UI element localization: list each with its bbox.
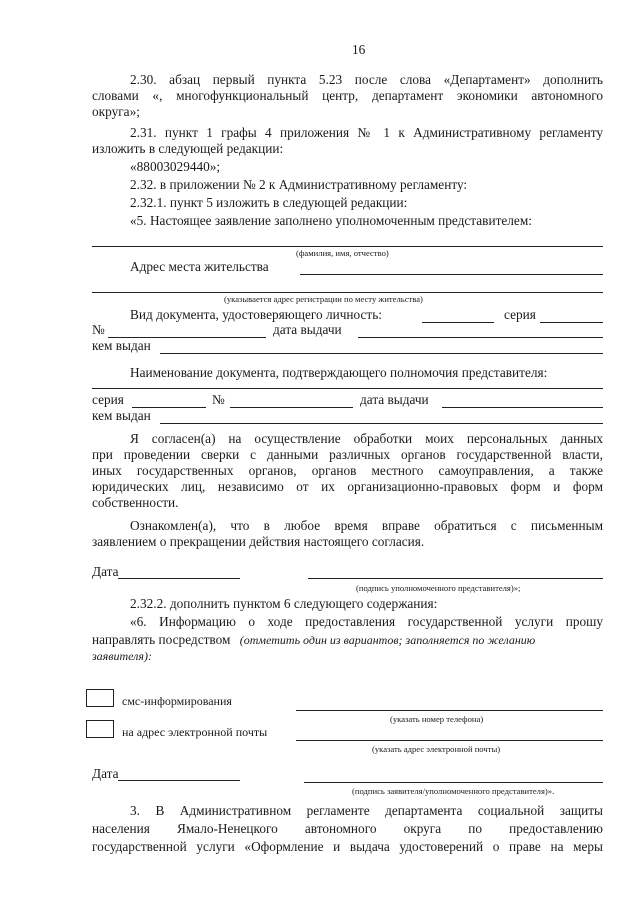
issued-by-label: кем выдан — [92, 338, 151, 353]
sms-checkbox[interactable] — [86, 689, 114, 707]
para-2-31-line1: 2.31. пункт 1 графы 4 приложения № 1 к Административному регламенту — [130, 125, 603, 140]
para-2-32-2-line3-italic: (отметить один из вариантов; заполняется по желанию — [239, 633, 536, 647]
issued-by-label-2: кем выдан — [92, 408, 151, 423]
series-label-2: серия — [92, 392, 124, 407]
para-2-30-line3: округа»; — [92, 104, 140, 119]
acquainted-line2: заявлением о прекращении действия настоящего согласия. — [92, 534, 425, 549]
page-number: 16 — [352, 42, 366, 57]
para-2-32-line2: 2.32.1. пункт 5 изложить в следующей редакции: — [130, 195, 408, 210]
phone-caption: (указать номер телефона) — [390, 714, 484, 724]
fio-caption: (фамилия, имя, отчество) — [296, 248, 389, 258]
consent-line5: собственности. — [92, 495, 179, 510]
address-line-1[interactable] — [300, 274, 603, 275]
para-2-32-line3: «5. Настоящее заявление заполнено уполномоченным представителем: — [130, 213, 532, 228]
sms-label: смс-информирования — [122, 694, 232, 708]
consent-line4: юридических лиц, независимо от их организационно-правовых форм и форм — [92, 479, 603, 494]
sign2-date-line[interactable] — [118, 780, 240, 781]
issue-date-line[interactable] — [358, 337, 603, 338]
consent-line1: Я согласен(а) на осуществление обработки моих персональных данных — [130, 431, 603, 446]
para-2-32-2-line1: 2.32.2. дополнить пунктом 6 следующего содержания: — [130, 596, 438, 611]
para-2-30-line1: 2.30. абзац первый пункта 5.23 после слова «Департамент» дополнить — [130, 72, 603, 87]
number-label-2: № — [212, 392, 225, 407]
address-caption: (указывается адрес регистрации по месту жительства) — [224, 294, 423, 304]
consent-line2: при проведении сверки с данными различных органов государственной власти, — [92, 447, 603, 462]
para-2-30-line2: словами «, многофункциональный центр, департамент экономики автономного — [92, 88, 603, 103]
para-2-32-2-line3-text: направлять посредством — [92, 632, 231, 647]
number-label: № — [92, 322, 105, 337]
id-doc-label: Вид документа, удостоверяющего личность: — [130, 307, 382, 322]
id-doc-type-line[interactable] — [422, 322, 494, 323]
fio-line[interactable] — [92, 246, 603, 247]
email-caption: (указать адрес электронной почты) — [372, 744, 501, 754]
phone-line[interactable] — [296, 710, 603, 711]
issue-date-line-2[interactable] — [442, 407, 603, 408]
series-label: серия — [504, 307, 536, 322]
sign1-date-label: Дата — [92, 564, 119, 579]
sign1-caption: (подпись уполномоченного представителя)»; — [356, 583, 521, 593]
email-label: на адрес электронной почты — [122, 725, 268, 739]
address-line-2[interactable] — [92, 292, 603, 293]
authority-doc-label: Наименование документа, подтверждающего полномочия представителя: — [130, 365, 548, 380]
para-2-32-2-line4-italic: заявителя): — [92, 649, 152, 663]
email-checkbox[interactable] — [86, 720, 114, 738]
sign2-caption: (подпись заявителя/уполномоченного представителя)». — [352, 786, 555, 796]
number-line-2[interactable] — [230, 407, 353, 408]
email-line[interactable] — [296, 740, 603, 741]
sign2-date-label: Дата — [92, 766, 119, 781]
issue-date-label-2: дата выдачи — [360, 392, 429, 407]
authority-doc-line[interactable] — [92, 388, 603, 389]
para-2-31-line3: «88003029440»; — [130, 159, 221, 174]
issued-by-line-2[interactable] — [160, 423, 603, 424]
sign1-date-line[interactable] — [118, 578, 240, 579]
series-line[interactable] — [540, 322, 603, 323]
issued-by-line[interactable] — [160, 353, 603, 354]
para-2-32-2-line3 — [92, 632, 603, 648]
section3-line1: 3. В Административном регламенте департамента социальной защиты — [130, 803, 603, 818]
para-2-32-2-line2: «6. Информацию о ходе предоставления государственной услуги прошу — [130, 614, 603, 629]
consent-line3: иных государственных органов, органов местного самоуправления, а также — [92, 463, 603, 478]
acquainted-line1: Ознакомлен(а), что в любое время вправе обратиться с письменным — [130, 518, 603, 533]
sign1-signature-line[interactable] — [308, 578, 603, 579]
issue-date-label: дата выдачи — [273, 322, 342, 337]
para-2-32-line1: 2.32. в приложении № 2 к Административному регламенту: — [130, 177, 468, 192]
section3-line2: населения Ямало-Ненецкого автономного округа по предоставлению — [92, 821, 603, 836]
para-2-31-line2: изложить в следующей редакции: — [92, 141, 284, 156]
address-label: Адрес места жительства — [130, 259, 269, 274]
section3-line3: государственной услуги «Оформление и выдача удостоверений о праве на меры — [92, 839, 603, 854]
sign2-signature-line[interactable] — [304, 782, 603, 783]
